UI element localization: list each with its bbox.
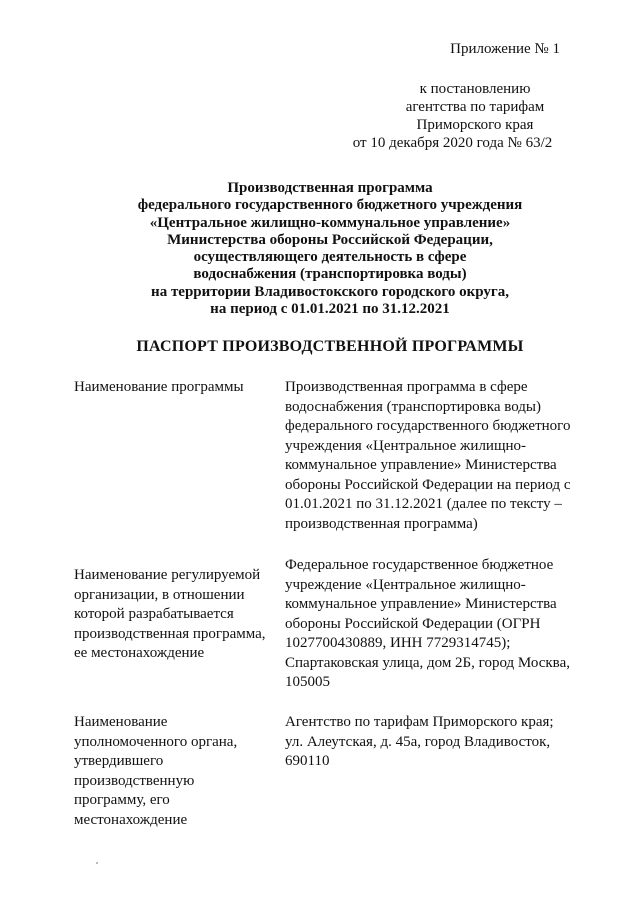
value-line: 105005 — [285, 674, 330, 690]
value-line: обороны Российской Федерации (ОГРН — [285, 615, 541, 632]
label-line: Наименование программы — [74, 379, 244, 395]
value-line: Спартаковская улица, дом 2Б, город Москва, — [285, 654, 570, 671]
passport-row-label — [74, 566, 272, 664]
label-line: которой разрабатывается — [74, 606, 234, 622]
scan-speck — [96, 862, 98, 864]
label-line: утвердившего — [74, 753, 164, 769]
passport-row-value — [285, 556, 585, 693]
value-line: 1027700430889, ИНН 7729314745); — [285, 635, 511, 651]
appendix-block — [300, 40, 560, 152]
label-line: уполномоченного органа, — [74, 733, 238, 750]
title-line: Производственная программа — [227, 180, 433, 196]
title-line: федерального государственного бюджетного учреждения — [137, 197, 523, 214]
value-line: водоснабжения (транспортировка воды) — [285, 398, 541, 415]
appendix-line: к постановлению — [419, 81, 531, 97]
document-title — [60, 180, 600, 318]
value-line: производственная программа) — [285, 515, 478, 532]
title-line: Министерства обороны Российской Федерации, — [167, 231, 493, 248]
section-heading: ПАСПОРТ ПРОИЗВОДСТВЕННОЙ ПРОГРАММЫ — [136, 338, 524, 355]
label-line: местонахождение — [74, 811, 188, 828]
label-line: Наименование регулируемой — [74, 567, 261, 583]
value-line: учреждения «Центральное жилищно- — [285, 437, 527, 454]
label-line: Наименование — [74, 714, 168, 730]
appendix-title: Приложение № 1 — [450, 41, 560, 57]
value-line: Федеральное государственное бюджетное — [285, 557, 554, 573]
title-line: на территории Владивостокского городского округа, — [151, 283, 509, 300]
title-line: осуществляющего деятельность в сфере — [193, 249, 467, 266]
passport-row-label — [74, 378, 272, 398]
label-line: производственная программа, — [74, 625, 266, 642]
value-line: учреждение «Центральное жилищно- — [285, 576, 526, 593]
passport-row-value — [285, 713, 585, 772]
label-line: ее местонахождение — [74, 645, 205, 661]
title-line: «Центральное жилищно-коммунальное управление» — [149, 214, 511, 231]
passport-row-label — [74, 713, 272, 830]
value-line: федерального государственного бюджетного — [285, 418, 571, 434]
value-line: коммунальное управление» Министерства — [285, 596, 557, 612]
appendix-line: от 10 декабря 2020 года № 63/2 — [352, 135, 553, 151]
value-line: 690110 — [285, 753, 330, 769]
label-line: организации, в отношении — [74, 586, 245, 603]
appendix-reference — [300, 80, 560, 152]
title-line: на период с 01.01.2021 по 31.12.2021 — [210, 301, 450, 318]
appendix-line: Приморского края — [416, 117, 534, 133]
value-line: обороны Российской Федерации на период с — [285, 476, 571, 493]
title-line: водоснабжения (транспортировка воды) — [193, 266, 467, 283]
value-line: Производственная программа в сфере — [285, 379, 528, 395]
label-line: программу, его — [74, 792, 170, 808]
value-line: Агентство по тарифам Приморского края; — [285, 714, 554, 730]
passport-row-value — [285, 378, 585, 534]
label-line: производственную — [74, 772, 195, 789]
value-line: коммунальное управление» Министерства — [285, 457, 557, 473]
value-line: ул. Алеутская, д. 45а, город Владивосток, — [285, 733, 551, 750]
appendix-line: агентства по тарифам — [405, 99, 545, 115]
value-line: 01.01.2021 по 31.12.2021 (далее по тексту – — [285, 496, 562, 512]
